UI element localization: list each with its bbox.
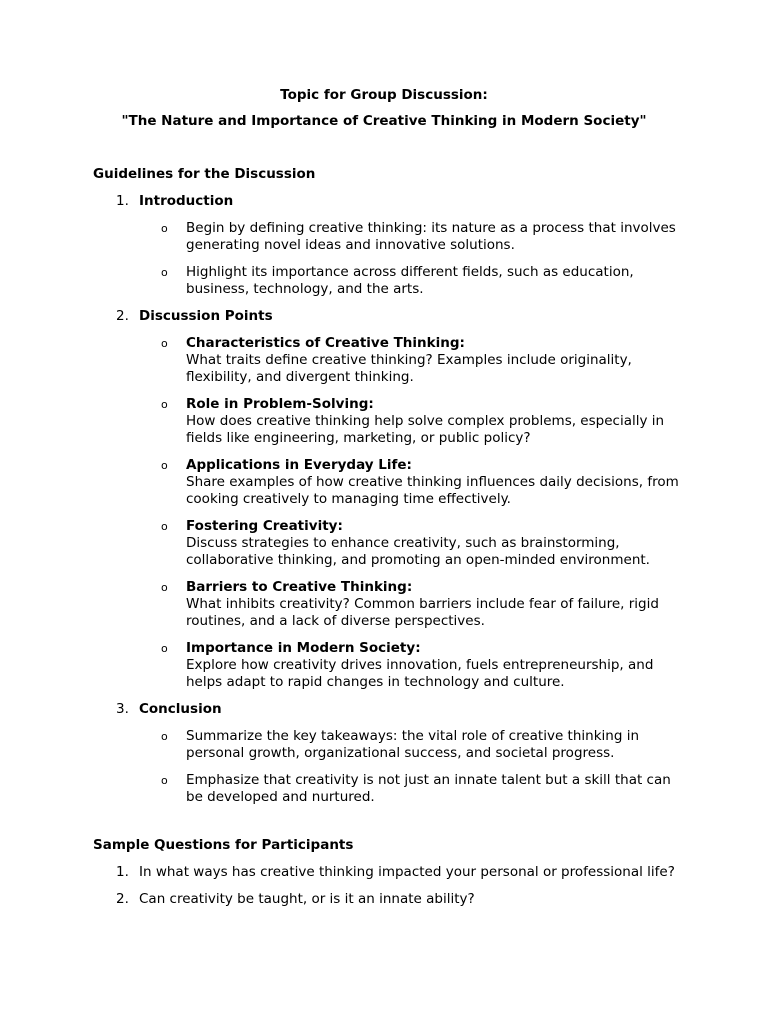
bullet-heading: Role in Problem-Solving: [186,396,374,412]
sample-question-item [0,864,768,881]
circle-bullet-icon: o [161,459,168,472]
sub-bullet-list [0,220,768,298]
bullet-text: Begin by defining creative thinking: its nature as a process that involves generating novel ideas and innovative solutions. [186,220,676,253]
sub-bullet-item [0,728,768,762]
circle-bullet-icon: o [161,222,168,235]
document-title-line-1: Topic for Group Discussion: [280,87,488,103]
sample-question-item [0,891,768,908]
circle-bullet-icon: o [161,581,168,594]
sub-bullet-item [0,579,768,630]
bullet-text: What inhibits creativity? Common barriers include fear of failure, rigid routines, and a lack of diverse perspectives. [186,596,659,629]
bullet-text: How does creative thinking help solve complex problems, especially in fields like engineering, marketing, or public policy? [186,413,665,446]
circle-bullet-icon: o [161,642,168,655]
circle-bullet-icon: o [161,337,168,350]
section-label: Conclusion [139,701,222,717]
sub-bullet-item [0,640,768,691]
list-number: 1. [116,864,129,880]
section-label: Introduction [139,193,234,209]
sample-questions-heading: Sample Questions for Participants [93,837,354,853]
bullet-text: Discuss strategies to enhance creativity, such as brainstorming, collaborative thinking, and promoting an open-minded environment. [186,535,650,568]
list-number: 2. [116,308,129,324]
circle-bullet-icon: o [161,266,168,279]
question-text: In what ways has creative thinking impacted your personal or professional life? [139,864,675,880]
bullet-heading: Applications in Everyday Life: [186,457,412,473]
sub-bullet-item [0,772,768,806]
bullet-heading: Barriers to Creative Thinking: [186,579,413,595]
guideline-section [0,308,768,691]
list-number: 1. [116,193,129,209]
circle-bullet-icon: o [161,730,168,743]
bullet-text: Share examples of how creative thinking influences daily decisions, from cooking creatively to managing time effectively. [186,474,679,507]
bullet-heading: Importance in Modern Society: [186,640,421,656]
bullet-heading: Fostering Creativity: [186,518,343,534]
bullet-text: What traits define creative thinking? Examples include originality, flexibility, and divergent thinking. [186,352,632,385]
list-number: 3. [116,701,129,717]
guideline-section [0,193,768,298]
guidelines-list [0,193,768,816]
bullet-text: Emphasize that creativity is not just an innate talent but a skill that can be developed and nurtured. [186,772,671,805]
guidelines-heading: Guidelines for the Discussion [93,166,316,182]
sub-bullet-list [0,728,768,806]
section-label: Discussion Points [139,308,273,324]
sub-bullet-item [0,518,768,569]
circle-bullet-icon: o [161,774,168,787]
bullet-heading: Characteristics of Creative Thinking: [186,335,465,351]
guideline-section [0,701,768,806]
sample-questions-list [0,864,768,918]
bullet-text: Summarize the key takeaways: the vital role of creative thinking in personal growth, organizational success, and societal progress. [186,728,640,761]
sub-bullet-list [0,335,768,691]
sub-bullet-item [0,220,768,254]
list-number: 2. [116,891,129,907]
sub-bullet-item [0,335,768,386]
sub-bullet-item [0,396,768,447]
question-text: Can creativity be taught, or is it an innate ability? [139,891,475,907]
sub-bullet-item [0,457,768,508]
sub-bullet-item [0,264,768,298]
bullet-text: Explore how creativity drives innovation, fuels entrepreneurship, and helps adapt to rapid changes in technology and culture. [186,657,654,690]
document-title-line-2: "The Nature and Importance of Creative Thinking in Modern Society" [121,113,647,129]
bullet-text: Highlight its importance across different fields, such as education, business, technology, and the arts. [186,264,634,297]
circle-bullet-icon: o [161,398,168,411]
circle-bullet-icon: o [161,520,168,533]
